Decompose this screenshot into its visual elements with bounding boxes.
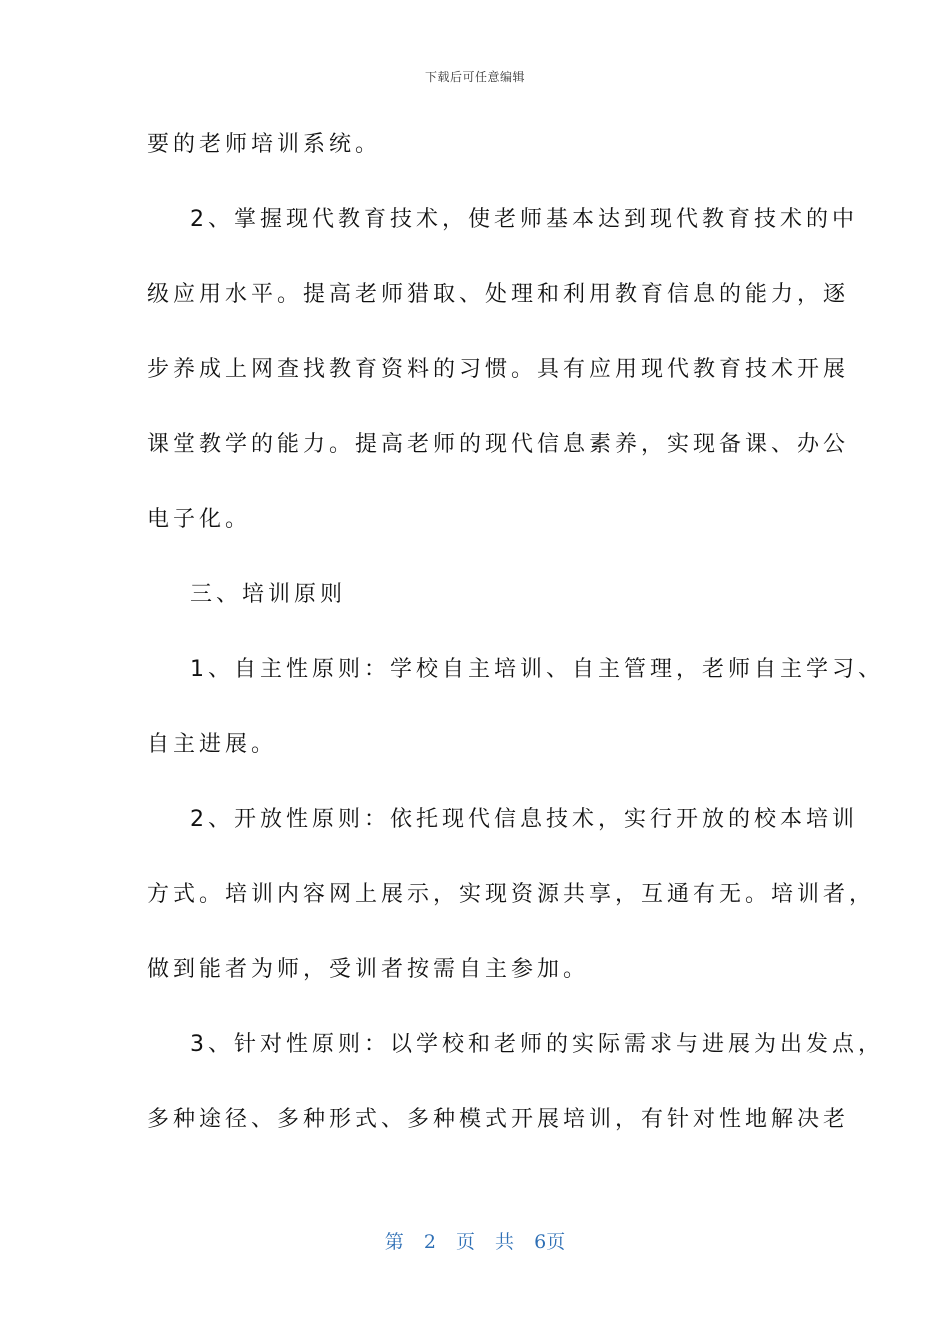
- footer-prefix: 第: [384, 1231, 404, 1253]
- body-line: 课堂教学的能力。提高老师的现代信息素养，实现备课、办公: [147, 432, 850, 457]
- body-line: 1、自主性原则：学校自主培训、自主管理，老师自主学习、: [190, 657, 884, 682]
- page-footer: [0, 1227, 950, 1254]
- footer-page-word: 页: [455, 1231, 475, 1253]
- body-line: 电子化。: [147, 507, 252, 532]
- body-line: 多种途径、多种形式、多种模式开展培训，有针对性地解决老: [147, 1107, 850, 1132]
- body-line: 要的老师培训系统。: [147, 132, 382, 157]
- body-line: 2、开放性原则：依托现代信息技术，实行开放的校本培训: [190, 807, 858, 832]
- body-line: 级应用水平。提高老师猎取、处理和利用教育信息的能力，逐: [147, 282, 850, 307]
- section-heading: 三、培训原则: [190, 582, 347, 607]
- body-line: 3、针对性原则：以学校和老师的实际需求与进展为出发点，: [190, 1032, 884, 1057]
- footer-current-page: 2: [423, 1231, 436, 1253]
- body-line: 步养成上网查找教育资料的习惯。具有应用现代教育技术开展: [147, 357, 850, 382]
- body-line: 方式。培训内容网上展示，实现资源共享，互通有无。培训者，: [147, 882, 876, 907]
- footer-total-word: 共: [495, 1231, 515, 1253]
- page-header: 下载后可任意编辑: [424, 70, 525, 84]
- footer-total-pages: 6页: [534, 1231, 566, 1253]
- body-line: 做到能者为师，受训者按需自主参加。: [147, 957, 590, 982]
- body-line: 自主进展。: [147, 732, 278, 757]
- body-line: 2、掌握现代教育技术，使老师基本达到现代教育技术的中: [190, 207, 858, 232]
